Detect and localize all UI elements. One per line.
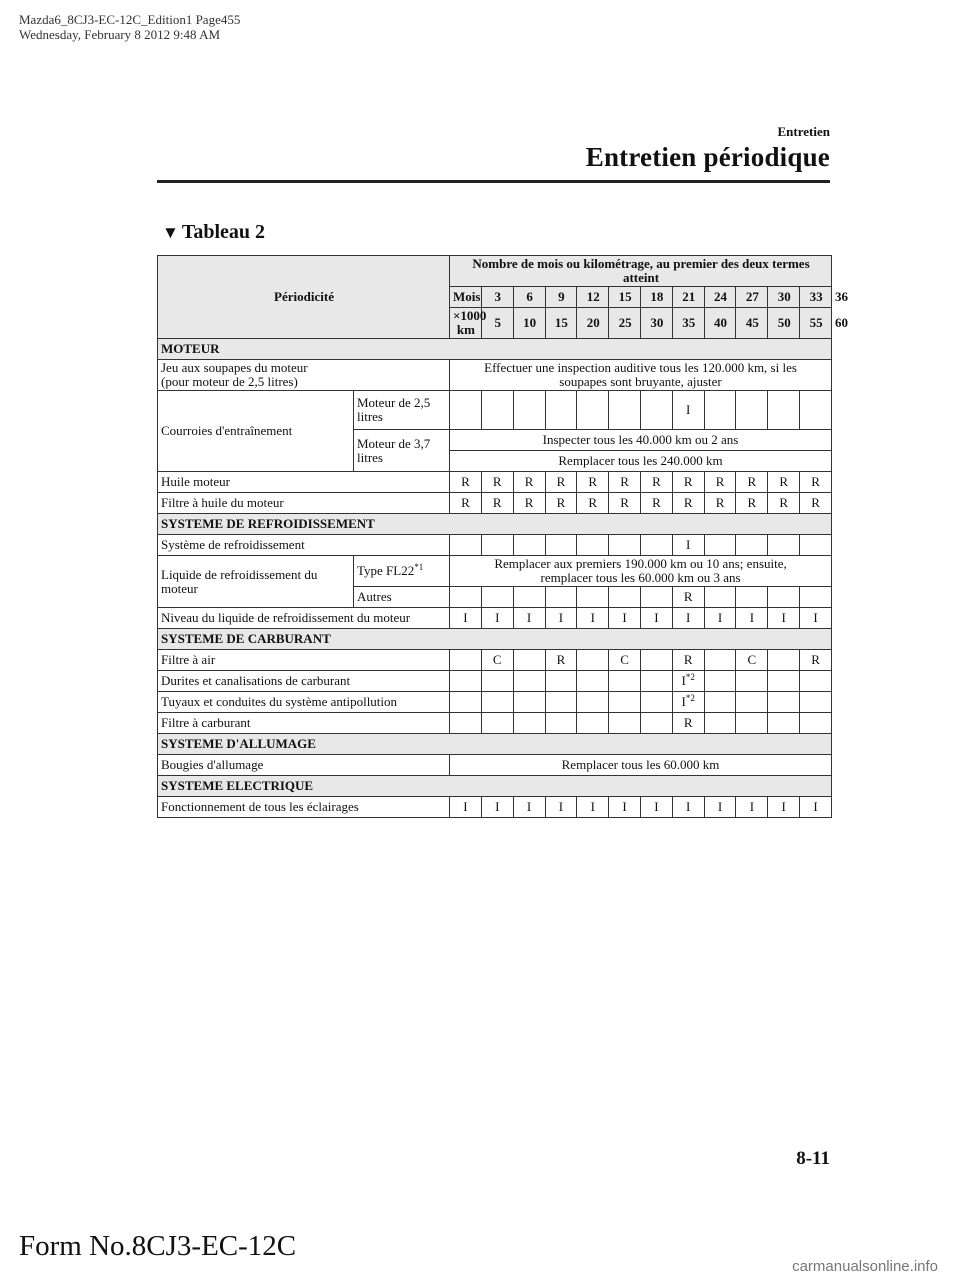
value-cell xyxy=(450,713,482,734)
value-cell xyxy=(800,587,832,608)
value-cell xyxy=(481,713,513,734)
value-cell xyxy=(768,391,800,430)
section-heading: SYSTEME D'ALLUMAGE xyxy=(158,734,832,755)
value-cell xyxy=(640,650,672,671)
km-cell: 35 xyxy=(672,308,704,339)
footnote-marker: *2 xyxy=(685,672,695,682)
km-cell: 30 xyxy=(640,308,672,339)
value-cell: R xyxy=(736,472,768,493)
km-cell: 50 xyxy=(768,308,800,339)
value-cell xyxy=(736,587,768,608)
value-cell: R xyxy=(672,587,704,608)
value-cell xyxy=(736,391,768,430)
value-cell: I xyxy=(768,797,800,818)
print-metadata-file: Mazda6_8CJ3-EC-12C_Edition1 Page455 xyxy=(19,12,241,27)
row-liquide-fl22 xyxy=(158,556,832,587)
row-label-line: Jeu aux soupapes du moteur xyxy=(161,360,308,375)
value-cell xyxy=(672,671,704,692)
month-cell: 21 xyxy=(672,287,704,308)
month-cell: 6 xyxy=(513,287,545,308)
value-cell xyxy=(545,587,577,608)
header-rule xyxy=(157,180,830,183)
value-cell: R xyxy=(640,493,672,514)
table-heading-text: Tableau 2 xyxy=(181,221,266,243)
month-cell: 33 xyxy=(800,287,832,308)
value-cell xyxy=(704,535,736,556)
value-cell: R xyxy=(768,493,800,514)
row-note xyxy=(450,556,832,587)
value-cell xyxy=(481,535,513,556)
value-cell: R xyxy=(577,472,609,493)
month-cell: 30 xyxy=(768,287,800,308)
value-cell xyxy=(704,671,736,692)
value-text: I xyxy=(681,694,686,709)
row-systeme-refroidissement xyxy=(158,535,832,556)
value-cell xyxy=(704,692,736,713)
value-cell xyxy=(800,671,832,692)
section-row-refroidissement xyxy=(158,514,832,535)
section-row-electrique xyxy=(158,776,832,797)
value-cell: I xyxy=(513,797,545,818)
value-cell xyxy=(481,671,513,692)
value-cell xyxy=(768,692,800,713)
value-cell: R xyxy=(513,493,545,514)
row-label: Filtre à carburant xyxy=(158,713,450,734)
value-cell xyxy=(513,671,545,692)
value-cell: R xyxy=(609,472,641,493)
value-cell: R xyxy=(704,472,736,493)
value-cell xyxy=(640,692,672,713)
value-cell: R xyxy=(800,493,832,514)
row-note-line: soupapes sont bruyante, ajuster xyxy=(559,374,722,389)
value-cell: I xyxy=(736,608,768,629)
value-cell xyxy=(609,671,641,692)
value-cell: R xyxy=(450,472,482,493)
value-cell xyxy=(736,671,768,692)
section-heading: SYSTEME DE REFROIDISSEMENT xyxy=(158,514,832,535)
value-cell xyxy=(545,535,577,556)
value-cell xyxy=(577,650,609,671)
row-note-line: Remplacer aux premiers 190.000 km ou 10 ans; ensuite, xyxy=(494,556,787,571)
row-label: Filtre à air xyxy=(158,650,450,671)
footnote-marker: *2 xyxy=(685,693,695,703)
km-cell: 25 xyxy=(609,308,641,339)
value-cell xyxy=(513,535,545,556)
value-cell xyxy=(800,713,832,734)
value-cell xyxy=(640,535,672,556)
value-cell xyxy=(736,535,768,556)
km-cell: 10 xyxy=(513,308,545,339)
value-cell xyxy=(704,391,736,430)
value-cell xyxy=(513,650,545,671)
value-cell: I xyxy=(609,608,641,629)
value-cell: I xyxy=(450,608,482,629)
value-cell xyxy=(704,650,736,671)
value-cell xyxy=(800,535,832,556)
value-cell xyxy=(640,587,672,608)
section-heading: SYSTEME DE CARBURANT xyxy=(158,629,832,650)
value-cell: R xyxy=(577,493,609,514)
row-huile-moteur xyxy=(158,472,832,493)
value-cell xyxy=(450,587,482,608)
value-cell: I xyxy=(513,608,545,629)
row-label: Niveau du liquide de refroidissement du moteur xyxy=(158,608,450,629)
row-filtre-huile xyxy=(158,493,832,514)
value-cell xyxy=(577,587,609,608)
value-cell: R xyxy=(768,472,800,493)
row-sublabel xyxy=(354,556,450,587)
month-cell: 15 xyxy=(609,287,641,308)
header-row-km: ×1000 km 5 10 15 20 25 30 35 40 45 50 55 60 xyxy=(158,308,832,339)
value-cell xyxy=(545,671,577,692)
value-cell xyxy=(545,391,577,430)
row-label: Système de refroidissement xyxy=(158,535,450,556)
header-row-span xyxy=(158,256,832,287)
row-note: Remplacer tous les 240.000 km xyxy=(450,451,832,472)
value-cell: I xyxy=(640,797,672,818)
row-jeu-soupapes xyxy=(158,360,832,391)
triangle-down-icon: ▼ xyxy=(162,223,179,242)
print-metadata xyxy=(19,12,240,42)
km-cell: 55 xyxy=(800,308,832,339)
value-cell: I xyxy=(704,797,736,818)
value-cell xyxy=(577,671,609,692)
value-cell: I xyxy=(545,797,577,818)
value-cell xyxy=(577,535,609,556)
value-cell: I xyxy=(672,797,704,818)
value-cell xyxy=(481,692,513,713)
value-cell: I xyxy=(609,797,641,818)
value-cell xyxy=(609,692,641,713)
km-cell: 15 xyxy=(545,308,577,339)
value-cell xyxy=(768,535,800,556)
value-cell xyxy=(450,391,482,430)
value-cell xyxy=(609,587,641,608)
value-cell: R xyxy=(481,493,513,514)
section-heading: MOTEUR xyxy=(158,339,832,360)
value-cell: I xyxy=(577,797,609,818)
watermark: carmanualsonline.info xyxy=(792,1258,938,1275)
value-cell xyxy=(450,671,482,692)
value-cell xyxy=(736,713,768,734)
row-sublabel-text: Type FL22 xyxy=(357,563,415,578)
row-label: Bougies d'allumage xyxy=(158,755,450,776)
value-cell: C xyxy=(481,650,513,671)
value-cell: R xyxy=(704,493,736,514)
value-cell xyxy=(450,650,482,671)
row-label: Liquide de refroidissement du moteur xyxy=(158,556,354,608)
value-cell xyxy=(513,713,545,734)
value-cell xyxy=(609,713,641,734)
value-cell xyxy=(704,587,736,608)
maintenance-table xyxy=(157,255,849,818)
row-label: Filtre à huile du moteur xyxy=(158,493,450,514)
value-cell xyxy=(513,692,545,713)
month-cell: 27 xyxy=(736,287,768,308)
value-cell: I xyxy=(672,535,704,556)
km-cell: 45 xyxy=(736,308,768,339)
month-cell: 3 xyxy=(481,287,513,308)
value-cell xyxy=(450,692,482,713)
value-cell: R xyxy=(672,493,704,514)
month-cell: 24 xyxy=(704,287,736,308)
value-cell: R xyxy=(513,472,545,493)
row-note-line: Effectuer une inspection auditive tous les 120.000 km, si les xyxy=(484,360,797,375)
footnote-marker: *1 xyxy=(414,562,424,572)
value-cell xyxy=(640,671,672,692)
value-cell: R xyxy=(640,472,672,493)
value-cell xyxy=(609,535,641,556)
row-tuyaux xyxy=(158,692,832,713)
value-cell: R xyxy=(672,713,704,734)
table-heading xyxy=(162,221,265,244)
value-cell: R xyxy=(800,650,832,671)
value-cell: R xyxy=(736,493,768,514)
header-span-title: Nombre de mois ou kilométrage, au premier des deux termes atteint xyxy=(450,256,832,287)
row-sublabel: Moteur de 2,5 litres xyxy=(354,391,450,430)
value-cell xyxy=(768,671,800,692)
value-cell: R xyxy=(450,493,482,514)
row-niveau-liquide xyxy=(158,608,832,629)
value-cell xyxy=(768,650,800,671)
value-cell xyxy=(481,587,513,608)
value-cell: I xyxy=(768,608,800,629)
value-cell xyxy=(513,587,545,608)
value-cell: R xyxy=(672,472,704,493)
month-cell: 9 xyxy=(545,287,577,308)
value-cell: I xyxy=(450,797,482,818)
value-cell xyxy=(609,391,641,430)
row-durites xyxy=(158,671,832,692)
value-cell xyxy=(513,391,545,430)
value-cell xyxy=(800,391,832,430)
month-cell: 18 xyxy=(640,287,672,308)
section-row-moteur xyxy=(158,339,832,360)
value-cell xyxy=(704,713,736,734)
km-cell: 20 xyxy=(577,308,609,339)
row-label: Huile moteur xyxy=(158,472,450,493)
row-note-line: remplacer tous les 60.000 km ou 3 ans xyxy=(540,570,741,585)
section-heading: SYSTEME ELECTRIQUE xyxy=(158,776,832,797)
value-text: I xyxy=(681,673,686,688)
section-label: Entretien xyxy=(777,124,830,139)
value-cell: C xyxy=(609,650,641,671)
value-cell xyxy=(577,713,609,734)
value-cell xyxy=(577,391,609,430)
value-cell xyxy=(640,713,672,734)
row-note: Remplacer tous les 60.000 km xyxy=(450,755,832,776)
page-header xyxy=(586,124,830,173)
value-cell: R xyxy=(545,493,577,514)
km-label: ×1000 km xyxy=(450,308,482,339)
page-number: 8-11 xyxy=(796,1148,830,1169)
page-title: Entretien périodique xyxy=(585,142,830,172)
value-cell: I xyxy=(672,608,704,629)
value-cell: R xyxy=(481,472,513,493)
row-label: Fonctionnement de tous les éclairages xyxy=(158,797,450,818)
row-filtre-carburant xyxy=(158,713,832,734)
row-label-line: (pour moteur de 2,5 litres) xyxy=(161,374,298,389)
row-label xyxy=(158,360,450,391)
km-cell: 5 xyxy=(481,308,513,339)
row-eclairages xyxy=(158,797,832,818)
row-label: Courroies d'entraînement xyxy=(158,391,354,472)
value-cell xyxy=(672,692,704,713)
value-cell xyxy=(545,692,577,713)
row-label: Durites et canalisations de carburant xyxy=(158,671,450,692)
km-cell: 40 xyxy=(704,308,736,339)
print-metadata-date: Wednesday, February 8 2012 9:48 AM xyxy=(19,27,221,42)
value-cell: I xyxy=(481,608,513,629)
header-corner: Périodicité xyxy=(158,256,450,339)
value-cell xyxy=(768,713,800,734)
months-label: Mois xyxy=(450,287,482,308)
row-sublabel: Autres xyxy=(354,587,450,608)
row-bougies xyxy=(158,755,832,776)
value-cell xyxy=(577,692,609,713)
row-courroies-25 xyxy=(158,391,832,430)
form-number: Form No.8CJ3-EC-12C xyxy=(19,1230,297,1262)
row-label: Tuyaux et conduites du système antipollution xyxy=(158,692,450,713)
value-cell xyxy=(736,692,768,713)
value-cell: C xyxy=(736,650,768,671)
value-cell: I xyxy=(481,797,513,818)
month-cell: 12 xyxy=(577,287,609,308)
value-cell: R xyxy=(672,650,704,671)
section-row-allumage xyxy=(158,734,832,755)
value-cell xyxy=(545,713,577,734)
value-cell: R xyxy=(545,472,577,493)
value-cell: I xyxy=(672,391,704,430)
value-cell: R xyxy=(609,493,641,514)
value-cell xyxy=(640,391,672,430)
row-note: Inspecter tous les 40.000 km ou 2 ans xyxy=(450,430,832,451)
value-cell: R xyxy=(800,472,832,493)
section-row-carburant xyxy=(158,629,832,650)
row-note xyxy=(450,360,832,391)
value-cell: I xyxy=(736,797,768,818)
value-cell: I xyxy=(577,608,609,629)
value-cell: I xyxy=(800,608,832,629)
value-cell xyxy=(450,535,482,556)
value-cell: I xyxy=(640,608,672,629)
row-filtre-air xyxy=(158,650,832,671)
value-cell xyxy=(481,391,513,430)
value-cell: I xyxy=(800,797,832,818)
value-cell xyxy=(800,692,832,713)
value-cell: I xyxy=(545,608,577,629)
value-cell xyxy=(768,587,800,608)
header-row-months: Mois 3 6 9 12 15 18 21 24 27 30 33 36 xyxy=(158,287,832,308)
value-cell: I xyxy=(704,608,736,629)
value-cell: R xyxy=(545,650,577,671)
row-sublabel: Moteur de 3,7 litres xyxy=(354,430,450,472)
